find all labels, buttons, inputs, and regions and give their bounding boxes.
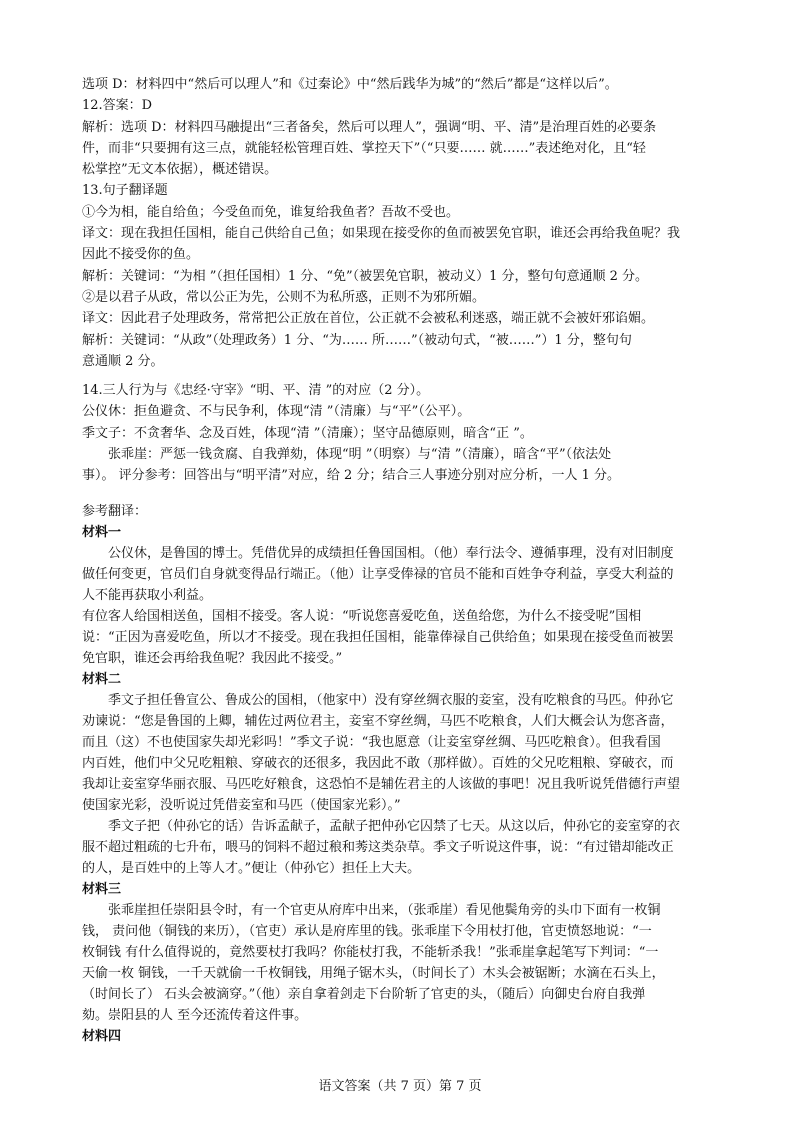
material-3-line: 钱， 责问他（铜钱的来历），（官吏）承认是府库里的钱。张乖崖下令用杖打他，官吏愤怒地说：“一 (82, 923, 652, 939)
material-1-line: 做任何变更，官员们自身就变得品行端正。（他）让享受俸禄的官员不能和百姓争夺利益，享受大利益的 (82, 566, 674, 582)
q14-gongyixiu: 公仪休：拒鱼避贪、不与民争利，体现“清 ”（清廉）与“平”（公平）。 (82, 404, 471, 420)
q13-s2: ②是以君子从政，常以公正为先，公则不为私所惑，正则不为邪所媚。 (82, 289, 486, 305)
q12-heading: 12.答案：D (82, 98, 153, 114)
q14-zhangguaiya-1: 张乖崖：严惩一钱贪腐、自我弹劾，体现“明 ”（明察）与“清 ”（清廉），暗含“平”（依法处 (108, 447, 612, 463)
q13-s2-analysis-2: 意通顺 2 分。 (82, 353, 164, 369)
material-1-line: 有位客人给国相送鱼，国相不接受。客人说：“听说您喜爱吃鱼，送鱼给您，为什么不接受呢”国相 (82, 608, 642, 624)
q13-s1: ①今为相，能自给鱼；今受鱼而免，谁复给我鱼者？吾故不受也。 (82, 204, 460, 220)
q13-s2-trans: 译文：因此君子处理政务，常常把公正放在首位，公正就不会被私利迷惑，端正就不会被奸邪谄媚。 (82, 311, 655, 327)
q14-jiwenzi: 季文子：不贪奢华、念及百姓，体现“清 ”（清廉）；坚守品德原则，暗含“正 ”。 (82, 425, 533, 441)
material-1-line: 公仪休，是鲁国的博士。凭借优异的成绩担任鲁国国相。（他）奉行法令、遵循事理，没有对旧制度 (108, 545, 674, 561)
material-2-line: 使国家光彩，没听说过凭借妾室和马匹（使国家光彩）。” (82, 797, 401, 813)
translation-section (82, 501, 726, 1047)
spacer (82, 372, 726, 380)
q12-analysis-1: 解析：选项 D：材料四马融提出“三者备矣，然后可以理人”，强调“明、平、清”是治理百姓的必要条 (82, 119, 657, 135)
q12-analysis-2: 件，而非“只要拥有这三点，就能轻松管理百姓、掌控天下”（“只要…… 就……”表述绝对化，且“轻 (82, 140, 646, 156)
q13-s2-analysis-1: 解析：关键词：“从政”（处理政务）1 分、“为…… 所……”（被动句式，“被……”）1 分，整句句 (82, 332, 632, 348)
material-3-line: 天偷一枚 铜钱，一千天就偷一千枚铜钱，用绳子锯木头，（时间长了）木头会被锯断；水滴在石头上， (82, 965, 665, 981)
material-1-line: 说：“正因为喜爱吃鱼，所以才不接受。现在我担任国相，能靠俸禄自己供给鱼；如果现在接受鱼而被罢 (82, 629, 674, 645)
q13-s1-trans-2: 因此不接受你的鱼。 (82, 247, 200, 263)
q12-analysis-3: 松掌控”无文本依据），概述错误。 (82, 162, 278, 178)
page-footer: 语文答案（共 7 页）第 7 页 (318, 1079, 482, 1094)
material-3-line: 枚铜钱 有什么值得说的，竟然要杖打我吗？你能杖打我，不能斩杀我！”张乖崖拿起笔写下判词：“一 (82, 944, 659, 960)
material-4-title: 材料四 (82, 1028, 122, 1044)
material-3-line: （时间长了） 石头会被滴穿。”（他）亲自拿着剑走下台阶斩了官吏的头，（随后）向御史台府自我弹 (82, 986, 646, 1002)
material-3-line: 张乖崖担任崇阳县令时，有一个官吏从府库中出来，（张乖崖）看见他鬓角旁的头巾下面有一枚铜 (108, 902, 661, 918)
translation-heading: 参考翻译： (82, 503, 148, 519)
material-3-line: 劾。崇阳县的人 至今还流传着这件事。 (82, 1007, 308, 1023)
material-2-line: 内百姓，他们中父兄吃粗粮、穿破衣的还很多，我因此不敢（那样做）。百姓的父兄吃粗粮、穿破衣，而 (82, 755, 674, 771)
q11-analysis-tail: 选项 D：材料四中“然后可以理人”和《过秦论》中“然后践华为城”的“然后”都是“这样以后”。 (82, 77, 618, 92)
q13-s1-trans-1: 译文：现在我担任国相，能自己供给自己鱼；如果现在接受你的鱼而被罢免官职，谁还会再给我鱼呢？我 (82, 226, 681, 242)
material-2-line: 的人，是百姓中的上等人才。”便让（仲孙它）担任上大夫。 (82, 860, 421, 876)
q13-heading: 13.句子翻译题 (82, 183, 168, 199)
material-2-line: 而且（这）不也使国家失却光彩吗！”季文子说：“我也愿意（让妾室穿丝绸、马匹吃粮食）。但我看国 (82, 734, 661, 750)
answers-section (82, 74, 726, 487)
spacer (82, 487, 726, 501)
material-1-line: 免官职，谁还会再给我鱼呢？我因此不接受。” (82, 650, 343, 666)
material-1-line: 人不能再获取小利益。 (82, 587, 213, 603)
material-2-line: 季文子把（仲孙它的话）告诉孟献子，孟献子把仲孙它囚禁了七天。从这以后，仲孙它的妾室穿的衣 (108, 818, 681, 834)
material-2-line: 季文子担任鲁宣公、鲁成公的国相，（他家中）没有穿丝绸衣服的妾室，没有吃粮食的马匹。仲孙它 (108, 692, 674, 708)
material-2-line: 我却让妾室穿华丽衣服、马匹吃好粮食，这恐怕不是辅佐君主的人该做的事吧！况且我听说凭借德行声望 (82, 776, 681, 792)
material-1-title: 材料一 (82, 524, 122, 540)
material-2-title: 材料二 (82, 671, 122, 687)
q14-zhangguaiya-2: 事）。 评分参考：回答出与“明平清”对应，给 2 分；结合三人事迹分别对应分析，一人 1 分。 (82, 468, 620, 484)
material-2-line: 劝谏说：“您是鲁国的上卿，辅佐过两位君主，妾室不穿丝绸，马匹不吃粮食，人们大概会认为您吝啬， (82, 713, 674, 729)
material-3-title: 材料三 (82, 881, 122, 897)
q13-s1-analysis: 解析：关键词：“为相 ”（担任国相）1 分、“免”（被罢免官职，被动义）1 分，整句句意通顺 2 分。 (82, 268, 649, 284)
q14-heading: 14.三人行为与《忠经·守宰》“明、平、清 ”的对应（2 分）。 (82, 383, 430, 399)
material-2-line: 服不超过粗疏的七升布，喂马的饲料不超过稂和莠这类杂草。季文子听说这件事，说：“有过错却能改正 (82, 839, 674, 855)
